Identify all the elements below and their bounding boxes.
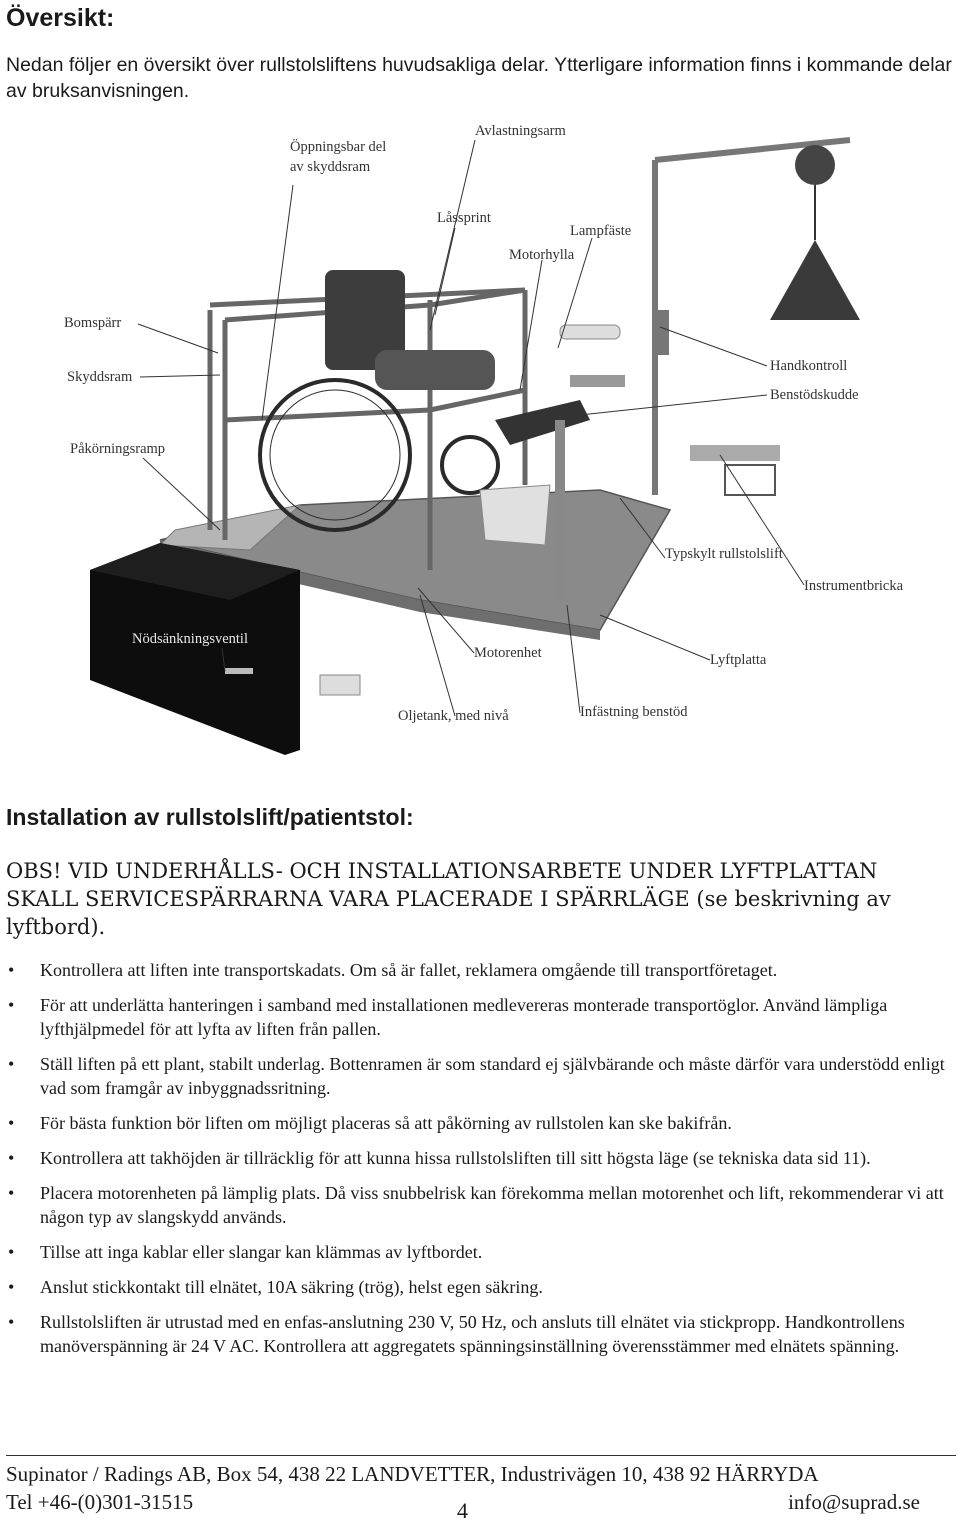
overview-figure [0, 100, 960, 800]
bullet-icon: • [8, 1148, 15, 1168]
bullet-icon: • [8, 960, 15, 980]
label-lassprint: Låssprint [437, 210, 491, 226]
list-item-text: Kontrollera att takhöjden är tillräcklig för att kunna hissa rullstolsliften till sitt högsta läge (se tekniska data sid 11). [40, 1148, 871, 1168]
obs-warning: OBS! VID UNDERHÅLLS- OCH INSTALLATIONSARBETE UNDER LYFTPLATTAN SKALL SERVICESPÄRRARNA VARA PLACERADE I SPÄRRLÄGE (se beskrivning av lyftbord). [6, 859, 891, 939]
label-avlastningsarm: Avlastningsarm [475, 123, 566, 139]
list-item [6, 958, 954, 982]
footer-phone: Tel +46-(0)301-31515 [6, 1490, 194, 1514]
list-item-text: Placera motorenheten på lämplig plats. Då viss snubbelrisk kan förekomma mellan motorenhet och lift, rekommenderar vi att någon typ av slangskydd används. [40, 1183, 944, 1227]
bullet-icon: • [8, 1054, 15, 1074]
footer-email[interactable]: info@suprad.se [788, 1490, 920, 1514]
list-item [6, 1275, 954, 1299]
label-pakorningsramp: Påkörningsramp [70, 441, 166, 457]
label-nodsankningsventil: Nödsänkningsventil [132, 631, 248, 647]
footer-company-address: Supinator / Radings AB, Box 54, 438 22 LANDVETTER, Industrivägen 10, 438 92 HÄRRYDA [6, 1462, 819, 1486]
footer-divider [6, 1455, 956, 1456]
list-item [6, 1111, 954, 1135]
label-oppningsbar-line2: av skyddsram [290, 159, 371, 175]
list-item [6, 1181, 954, 1229]
list-item-text: Rullstolsliften är utrustad med en enfas-anslutning 230 V, 50 Hz, och ansluts till elnätet via stickpropp. Handkontrollens manöverspänning är 24 V AC. Kontrollera att aggregatets spänningsinställning överensstämmer med elnätets spänning. [40, 1312, 905, 1356]
label-lampfaste: Lampfäste [570, 223, 632, 239]
label-oppningsbar-line1: Öppningsbar del [290, 139, 387, 155]
list-item [6, 993, 954, 1041]
label-skyddsram: Skyddsram [67, 369, 133, 385]
list-item [6, 1310, 954, 1358]
bullet-icon: • [8, 1277, 15, 1297]
list-item [6, 1052, 954, 1100]
list-item [6, 1146, 954, 1170]
bullet-icon: • [8, 1113, 15, 1133]
installation-list [6, 958, 954, 1369]
list-item-text: Ställ liften på ett plant, stabilt underlag. Bottenramen är som standard ej självbärande och måste därför vara understödd enligt vad som framgår av inbyggnadssritning. [40, 1054, 945, 1098]
bullet-icon: • [8, 1242, 15, 1262]
list-item-text: För att underlätta hanteringen i samband med installationen medlevereras monterade transportöglor. Använd lämpliga lyfthjälpmedel för att lyfta av liften från pallen. [40, 995, 888, 1039]
installation-heading: Installation av rullstolslift/patientstol: [6, 804, 414, 830]
bullet-icon: • [8, 1312, 15, 1332]
label-infastning-benstod: Infästning benstöd [580, 704, 688, 720]
list-item-text: För bästa funktion bör liften om möjligt placeras så att påkörning av rullstolen kan ske bakifrån. [40, 1113, 732, 1133]
page-title: Översikt: [6, 4, 115, 32]
label-bomsparr: Bomspärr [64, 315, 122, 331]
intro-paragraph: Nedan följer en översikt över rullstolsliftens huvudsakliga delar. Ytterligare information finns i kommande delar av bruksanvisningen. [6, 54, 952, 102]
list-item-text: Tillse att inga kablar eller slangar kan klämmas av lyftbordet. [40, 1242, 483, 1262]
label-handkontroll: Handkontroll [770, 358, 848, 374]
label-benstodskudde: Benstödskudde [770, 387, 859, 403]
label-typskylt: Typskylt rullstolslift [665, 546, 783, 562]
list-item-text: Anslut stickkontakt till elnätet, 10A säkring (trög), helst egen säkring. [40, 1277, 543, 1297]
list-item [6, 1240, 954, 1264]
label-instrumentbricka: Instrumentbricka [804, 578, 904, 594]
page-number: 4 [457, 1498, 468, 1523]
label-motorhylla: Motorhylla [509, 247, 575, 263]
label-lyftplatta: Lyftplatta [710, 652, 767, 668]
bullet-icon: • [8, 995, 15, 1015]
label-oljetank: Oljetank, med nivå [398, 708, 509, 724]
bullet-icon: • [8, 1183, 15, 1203]
list-item-text: Kontrollera att liften inte transportskadats. Om så är fallet, reklamera omgående till transportföretaget. [40, 960, 778, 980]
label-motorenhet: Motorenhet [474, 645, 542, 661]
